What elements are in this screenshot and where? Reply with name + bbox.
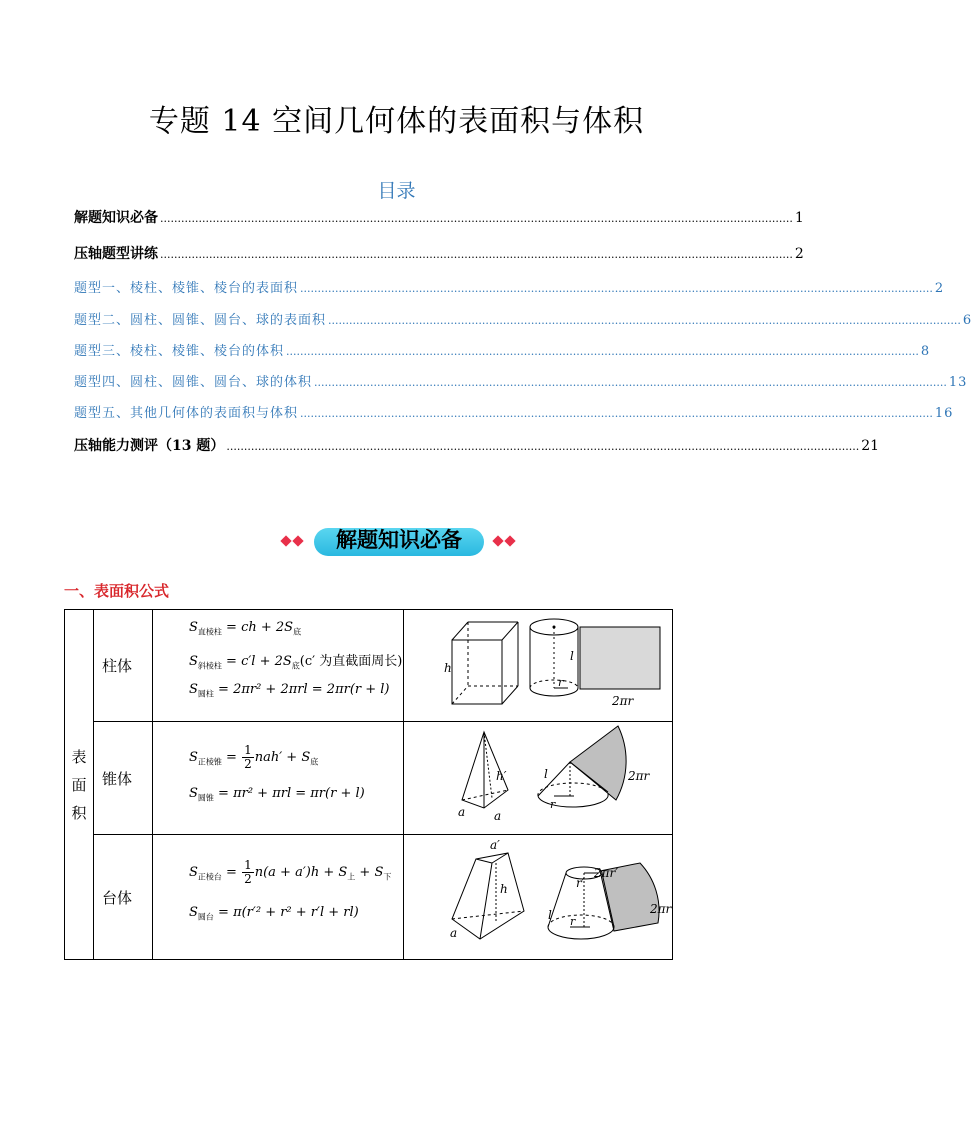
label-rprime: r′ — [576, 876, 585, 890]
category-char: 面 — [71, 775, 87, 794]
diamond-icon — [504, 535, 515, 546]
toc-row[interactable] — [74, 309, 972, 328]
formula-prism-right: $S_{直棱柱}$ = ch + $2S_底$ — [189, 620, 302, 637]
toc-page: 16 — [934, 406, 954, 421]
label-r: r — [558, 676, 564, 689]
figure-cell — [404, 722, 673, 835]
toc-leader: ..................................................................................................................................................................................... — [314, 376, 947, 389]
toc-label: 题型三、棱柱、棱锥、棱台的体积 — [74, 344, 285, 359]
toc-label: 题型五、其他几何体的表面积与体积 — [74, 406, 299, 421]
formula-prism-oblique: $S_{斜棱柱} = c'l + 2S_底(c'$ 为直截面周长) — [189, 654, 403, 671]
formula-frustum: $S_{正棱台}$ = $\frac{1}{2}$ $n(a + a')h + S_上 + S_下$ — [189, 858, 392, 886]
row-name: 锥体 — [94, 722, 153, 835]
toc-row[interactable] — [74, 402, 954, 421]
label-l: l — [548, 908, 552, 922]
label-r: r — [550, 798, 556, 811]
toc-leader: ..................................................................................................................................................................................... — [300, 407, 933, 420]
toc-page: 8 — [920, 344, 931, 359]
label-hprime: h′ — [496, 769, 507, 783]
diamond-icon — [280, 535, 291, 546]
banner-title: 解题知识必备 — [336, 528, 462, 552]
toc-leader: ..................................................................................................................................................................................... — [226, 440, 860, 453]
label-h: h — [444, 661, 452, 675]
formula-cell — [153, 835, 404, 960]
pyramid-cone-figure — [404, 722, 672, 830]
toc-label: 压轴题型讲练 — [74, 246, 158, 262]
formula-cylinder: $S_{圆柱} = 2\pi r^2 + 2\pi rl = 2\pi r(r + l)$ — [189, 682, 390, 699]
toc-page: 2 — [934, 281, 945, 296]
page-title: 专题 14 空间几何体的表面积与体积 — [148, 104, 645, 139]
section-heading: 一、表面积公式 — [64, 582, 170, 600]
toc-row[interactable] — [74, 207, 804, 227]
toc-heading: 目录 — [377, 180, 416, 202]
toc-row[interactable] — [74, 371, 968, 390]
category-cell — [65, 610, 94, 960]
toc-label: 解题知识必备 — [74, 210, 158, 226]
row-name: 台体 — [94, 835, 153, 960]
toc-label: 题型一、棱柱、棱锥、棱台的表面积 — [74, 281, 299, 296]
toc-row[interactable] — [74, 277, 945, 296]
figure-cell — [404, 835, 673, 960]
toc-row[interactable] — [74, 340, 931, 359]
toc-leader: ..................................................................................................................................................................................... — [328, 314, 961, 327]
category-char: 表 — [71, 747, 87, 766]
toc-leader: ..................................................................................................................................................................................... — [286, 345, 919, 358]
toc-label: 压轴能力测评（13 题） — [74, 438, 225, 454]
diamond-icon — [492, 535, 503, 546]
label-l: l — [570, 649, 574, 663]
frustum-figure — [404, 835, 672, 955]
toc-page: 6 — [962, 313, 972, 328]
toc-row[interactable] — [74, 243, 804, 263]
label-r: r — [570, 915, 576, 928]
figure-cell — [404, 610, 673, 722]
label-a: a — [458, 805, 466, 819]
prism-cylinder-figure — [404, 610, 672, 717]
formula-cell — [153, 722, 404, 835]
toc-leader: ..................................................................................................................................................................................... — [300, 282, 933, 295]
label-2pir: 2πr — [612, 694, 634, 708]
row-name: 柱体 — [94, 610, 153, 722]
toc-page: 2 — [794, 246, 804, 262]
diamond-icon — [292, 535, 303, 546]
label-h: h — [500, 882, 508, 896]
label-a: a — [450, 926, 458, 940]
toc-page: 1 — [794, 210, 804, 226]
label-l: l — [544, 767, 548, 781]
category-char: 积 — [71, 803, 87, 822]
formula-table — [64, 609, 673, 960]
formula-cone: $S_{圆锥} = \pi r^2 + \pi rl = \pi r(r + l)$ — [189, 786, 365, 803]
section-banner — [280, 522, 520, 558]
formula-frustum-cone: $S_{圆台} = \pi(r'^2 + r^2 + r'l + rl)$ — [189, 905, 359, 922]
toc-page: 21 — [861, 438, 880, 454]
label-2pir: 2πr — [650, 902, 672, 916]
formula-cell — [153, 610, 404, 722]
formula-pyramid: $S_{正棱锥}$ = $\frac{1}{2}$ $nah' + S_底$ — [189, 743, 319, 771]
toc-leader: ..................................................................................................................................................................................... — [160, 248, 793, 261]
toc-row[interactable] — [74, 435, 880, 455]
label-aprime: a′ — [490, 838, 500, 852]
toc-label: 题型四、圆柱、圆锥、圆台、球的体积 — [74, 375, 313, 390]
toc-label: 题型二、圆柱、圆锥、圆台、球的表面积 — [74, 313, 327, 328]
toc-page: 13 — [948, 375, 968, 390]
label-2pir: 2πr — [628, 769, 650, 783]
label-a: a — [494, 809, 502, 823]
toc-leader: ..................................................................................................................................................................................... — [160, 212, 793, 225]
label-2pirprime: 2πr′ — [594, 866, 618, 880]
